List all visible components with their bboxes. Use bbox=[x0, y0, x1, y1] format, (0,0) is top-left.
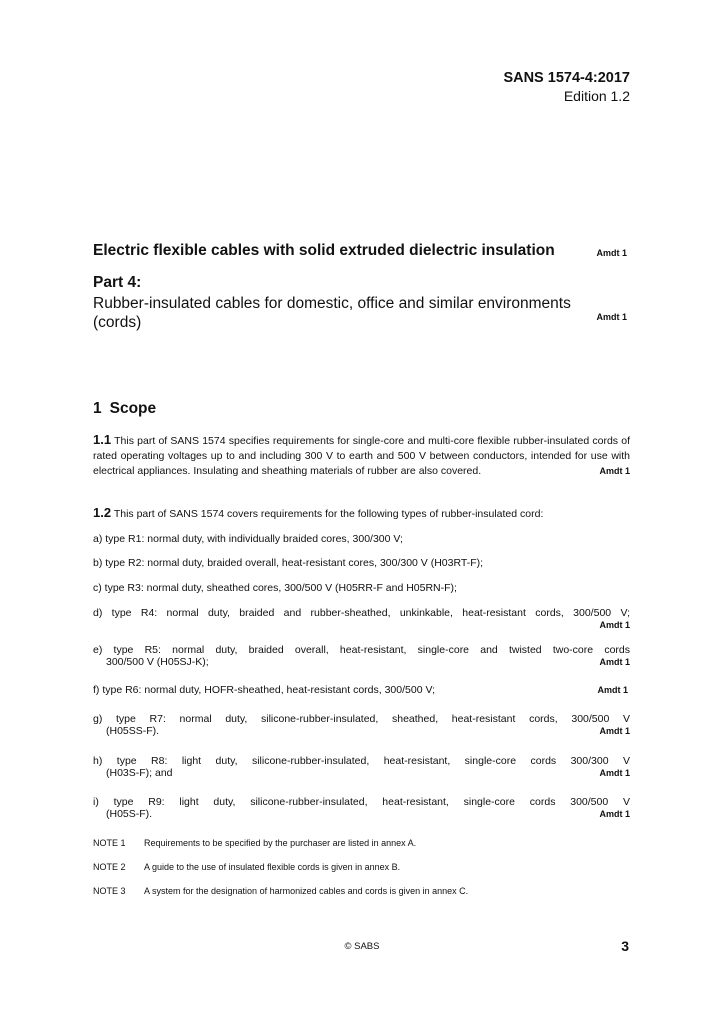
note-2 bbox=[93, 862, 400, 872]
list-item-a bbox=[93, 533, 630, 545]
clause-text: This part of SANS 1574 specifies requirements for single-core and multi-core flexible rubber-insulated cords of rated operating voltages up to and including 300 V to earth and 500 V between conductors, intended for use with electrical appliances. Insulating and sheathing materials of rubber are also covered. bbox=[93, 435, 631, 477]
amendment-marker: Amdt 1 bbox=[599, 768, 630, 778]
amendment-marker: Amdt 1 bbox=[596, 312, 627, 322]
list-item-continuation: (H05SS-F). bbox=[106, 725, 160, 737]
note-1 bbox=[93, 838, 416, 848]
amendment-marker: Amdt 1 bbox=[599, 726, 630, 736]
list-item-text: g) type R7: normal duty, silicone-rubber-insulated, sheathed, heat-resistant cords, 300/500 V bbox=[93, 713, 630, 725]
part-subtitle-line1: Rubber-insulated cables for domestic, office and similar environments bbox=[93, 295, 571, 312]
list-item-text: b) type R2: normal duty, braided overall, heat-resistant cores, 300/300 V (H03RT-F); bbox=[93, 557, 484, 569]
list-item-text: f) type R6: normal duty, HOFR-sheathed, heat-resistant cords, 300/500 V; bbox=[93, 684, 435, 696]
part-subtitle bbox=[93, 294, 627, 332]
list-item-continuation: 300/500 V (H05SJ-K); bbox=[106, 656, 209, 668]
document-title bbox=[93, 242, 627, 260]
list-item-d bbox=[93, 607, 630, 631]
note-text: A system for the designation of harmonized cables and cords is given in annex C. bbox=[144, 886, 469, 896]
note-label: NOTE 2 bbox=[93, 862, 126, 872]
section-title: Scope bbox=[109, 400, 157, 417]
amendment-marker: Amdt 1 bbox=[599, 809, 630, 819]
copyright-notice: © SABS bbox=[344, 941, 380, 952]
part-subtitle-line2: (cords) bbox=[93, 314, 142, 331]
standard-number: SANS 1574-4:2017 bbox=[503, 70, 630, 86]
list-item-c bbox=[93, 582, 630, 594]
section-number: 1 bbox=[93, 400, 102, 417]
list-item-continuation: (H05S-F). bbox=[106, 808, 153, 820]
amendment-marker: Amdt 1 bbox=[599, 466, 630, 476]
page-number: 3 bbox=[621, 938, 629, 954]
amendment-marker: Amdt 1 bbox=[596, 248, 627, 258]
list-item-g bbox=[93, 713, 630, 737]
list-item-continuation: (H03S-F); and bbox=[106, 767, 173, 779]
section-heading bbox=[93, 400, 156, 418]
list-item-i bbox=[93, 796, 630, 820]
amendment-marker: Amdt 1 bbox=[597, 685, 628, 695]
clause-1-2 bbox=[93, 505, 630, 522]
note-text: A guide to the use of insulated flexible cords is given in annex B. bbox=[144, 862, 401, 872]
document-title-text: Electric flexible cables with solid extruded dielectric insulation bbox=[93, 242, 555, 259]
clause-1-1 bbox=[93, 432, 630, 479]
amendment-marker: Amdt 1 bbox=[599, 620, 630, 630]
note-3 bbox=[93, 886, 468, 896]
list-item-e bbox=[93, 644, 630, 668]
list-item-f bbox=[93, 684, 630, 696]
list-item-text: d) type R4: normal duty, braided and rubber-sheathed, unkinkable, heat-resistant cords, 300/500 V; bbox=[93, 607, 630, 619]
part-label: Part 4: bbox=[93, 274, 142, 291]
clause-number: 1.2 bbox=[93, 505, 112, 520]
note-label: NOTE 1 bbox=[93, 838, 126, 848]
clause-number: 1.1 bbox=[93, 432, 112, 447]
list-item-text: h) type R8: light duty, silicone-rubber-insulated, heat-resistant, single-core cords 300/300 V bbox=[93, 755, 630, 767]
note-label: NOTE 3 bbox=[93, 886, 126, 896]
note-text: Requirements to be specified by the purchaser are listed in annex A. bbox=[144, 838, 417, 848]
list-item-text: c) type R3: normal duty, sheathed cores, 300/500 V (H05RR-F and H05RN-F); bbox=[93, 582, 457, 594]
list-item-b bbox=[93, 557, 630, 569]
list-item-text: i) type R9: light duty, silicone-rubber-insulated, heat-resistant, single-core cords 300/500 V bbox=[93, 796, 630, 808]
edition-label: Edition 1.2 bbox=[563, 88, 630, 104]
amendment-marker: Amdt 1 bbox=[599, 657, 630, 667]
list-item-text: a) type R1: normal duty, with individually braided cores, 300/300 V; bbox=[93, 533, 403, 545]
list-item-h bbox=[93, 755, 630, 779]
list-item-text: e) type R5: normal duty, braided overall, heat-resistant, single-core and twisted two-core cords bbox=[93, 644, 630, 656]
clause-text: This part of SANS 1574 covers requirements for the following types of rubber-insulated cord: bbox=[113, 508, 544, 520]
